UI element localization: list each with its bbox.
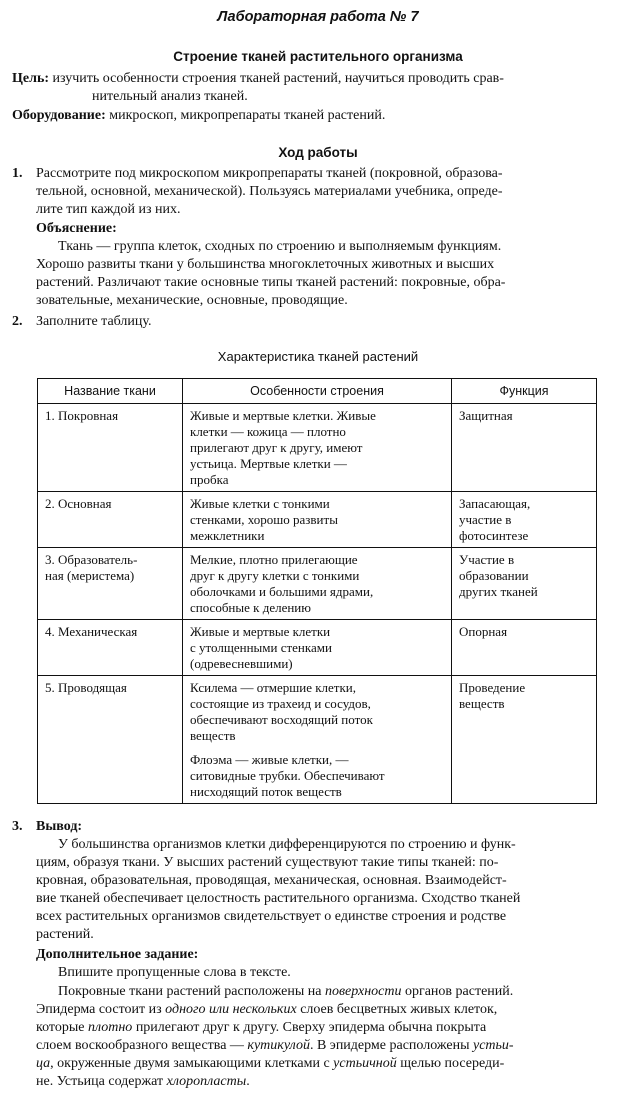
structure-line: стенками, хорошо развиты bbox=[190, 512, 338, 527]
tissue-name: 2. Основная bbox=[38, 492, 183, 548]
structure-line: Мелкие, плотно прилегающие bbox=[190, 552, 358, 567]
tissue-function bbox=[452, 548, 597, 620]
structure-line: устьица. Мертвые клетки — bbox=[190, 456, 347, 471]
extra-line: которые плотно прилегают друг к другу. Сверху эпидерма обычна покрыта bbox=[36, 1020, 487, 1035]
extra-line: Покровные ткани растений расположены на поверхности органов растений. bbox=[58, 984, 514, 999]
structure-line: ситовидные трубки. Обеспечивают bbox=[190, 768, 385, 783]
structure-line: состоящие из трахеид и сосудов, bbox=[190, 696, 371, 711]
structure-line: оболочками и большими ядрами, bbox=[190, 584, 374, 599]
function-line: участие в bbox=[459, 512, 512, 527]
tissue-structure bbox=[183, 620, 452, 676]
goal-paragraph bbox=[12, 70, 594, 88]
step-1-line: Рассмотрите под микроскопом микропрепараты тканей (покровной, образова- bbox=[36, 166, 503, 181]
goal-continuation: нительный анализ тканей. bbox=[92, 89, 248, 104]
step-1-text bbox=[36, 165, 596, 219]
step-1-line: тельной, основной, механической). Пользуясь материалами учебника, опреде- bbox=[36, 184, 503, 199]
extra-line: слоем воскообразного вещества — кутикулой. В эпидерме расположены устьи- bbox=[36, 1038, 514, 1053]
function-line: Защитная bbox=[459, 408, 513, 423]
table-row bbox=[38, 404, 597, 492]
function-line: фотосинтезе bbox=[459, 528, 529, 543]
structure-line: пробка bbox=[190, 472, 229, 487]
tissue-function bbox=[452, 404, 597, 492]
structure-line: веществ bbox=[190, 728, 236, 743]
table-header-function: Функция bbox=[452, 379, 597, 404]
tissue-name: 1. Покровная bbox=[38, 404, 183, 492]
step-2-text: Заполните таблицу. bbox=[36, 314, 152, 329]
function-line: Проведение bbox=[459, 680, 526, 695]
table-row bbox=[38, 492, 597, 548]
conclusion-text bbox=[36, 836, 596, 944]
function-line: Опорная bbox=[459, 624, 508, 639]
explanation-label: Объяснение: bbox=[36, 221, 117, 236]
structure-line: Живые клетки с тонкими bbox=[190, 496, 330, 511]
extra-line: не. Устьица содержат хлоропласты. bbox=[36, 1074, 250, 1089]
tissue-structure bbox=[183, 404, 452, 492]
table-row bbox=[38, 548, 597, 620]
equipment-text: микроскоп, микропрепараты тканей растений. bbox=[105, 108, 386, 123]
tissue-name: 4. Механическая bbox=[38, 620, 183, 676]
structure-line: нисходящий поток веществ bbox=[190, 784, 342, 799]
conclusion-line: циям, образуя ткани. У высших растений существуют такие типы тканей: по- bbox=[36, 855, 499, 870]
extra-task-text bbox=[36, 983, 596, 1091]
step-2-number: 2. bbox=[12, 314, 23, 329]
tissue-function bbox=[452, 676, 597, 804]
tissue-name: 5. Проводящая bbox=[38, 676, 183, 804]
structure-line: Живые и мертвые клетки. Живые bbox=[190, 408, 376, 423]
topic-title: Строение тканей растительного организма bbox=[173, 49, 463, 64]
table-header-structure: Особенности строения bbox=[183, 379, 452, 404]
function-line: веществ bbox=[459, 696, 505, 711]
explanation-line: Хорошо развиты ткани у большинства многоклеточных животных и высших bbox=[36, 257, 495, 272]
structure-line: Живые и мертвые клетки bbox=[190, 624, 331, 639]
structure-line: способные к делению bbox=[190, 600, 311, 615]
table-caption: Характеристика тканей растений bbox=[217, 349, 419, 364]
conclusion-line: У большинства организмов клетки дифференцируются по строению и функ- bbox=[58, 837, 516, 852]
tissue-name: 3. Образователь- ная (меристема) bbox=[38, 548, 183, 620]
equipment-label: Оборудование: bbox=[12, 108, 106, 123]
goal-text-1: изучить особенности строения тканей растений, научиться проводить срав- bbox=[49, 71, 504, 86]
structure-line: обеспечивают восходящий поток bbox=[190, 712, 373, 727]
table-header-name: Название ткани bbox=[38, 379, 183, 404]
conclusion-line: растений. bbox=[36, 927, 94, 942]
explanation-line: растений. Различают такие основные типы тканей растений: покровные, обра- bbox=[36, 275, 506, 290]
table-row bbox=[38, 620, 597, 676]
step-3-number: 3. bbox=[12, 819, 23, 834]
table-header-row bbox=[38, 379, 597, 404]
step-1-line: лите тип каждой из них. bbox=[36, 202, 181, 217]
structure-line: с утолщенными стенками bbox=[190, 640, 332, 655]
extra-task-label: Дополнительное задание: bbox=[36, 947, 199, 962]
extra-task-instruction: Впишите пропущенные слова в тексте. bbox=[58, 965, 291, 980]
step-1-number: 1. bbox=[12, 166, 23, 181]
table-row bbox=[38, 676, 597, 804]
explanation-line: Ткань — группа клеток, сходных по строению и выполняемым функциям. bbox=[58, 239, 502, 254]
structure-line: межклетники bbox=[190, 528, 265, 543]
structure-line: (одревесневшими) bbox=[190, 656, 293, 671]
function-line: других тканей bbox=[459, 584, 538, 599]
conclusion-line: кровная, образовательная, проводящая, механическая, основная. Взаимодейст- bbox=[36, 873, 507, 888]
function-line: Участие в bbox=[459, 552, 515, 567]
structure-line: прилегают друг к другу, имеют bbox=[190, 440, 363, 455]
tissue-structure bbox=[183, 492, 452, 548]
extra-line: Эпидерма состоит из одного или нескольких слоев бесцветных живых клеток, bbox=[36, 1002, 498, 1017]
conclusion-line: вие тканей обеспечивает целостность растительного организма. Сходство тканей bbox=[36, 891, 521, 906]
conclusion-label: Вывод: bbox=[36, 819, 83, 834]
tissue-function bbox=[452, 620, 597, 676]
tissue-function bbox=[452, 492, 597, 548]
explanation-line: зовательные, механические, основные, проводящие. bbox=[36, 293, 348, 308]
conclusion-line: всех растительных организмов свидетельствует о единстве строения и родстве bbox=[36, 909, 507, 924]
structure-line: Ксилема — отмершие клетки, bbox=[190, 680, 357, 695]
structure-line: клетки — кожица — плотно bbox=[190, 424, 346, 439]
lab-title: Лабораторная работа № 7 bbox=[217, 9, 419, 25]
tissues-table bbox=[37, 378, 597, 804]
progress-heading: Ход работы bbox=[278, 145, 358, 160]
structure-line: друг к другу клетки с тонкими bbox=[190, 568, 360, 583]
explanation-text bbox=[36, 238, 596, 310]
function-line: Запасающая, bbox=[459, 496, 531, 511]
goal-label: Цель: bbox=[12, 71, 50, 86]
extra-line: ца, окруженные двумя замыкающими клетками с устьичной щелью посереди- bbox=[36, 1056, 505, 1071]
tissue-structure bbox=[183, 676, 452, 804]
function-line: образовании bbox=[459, 568, 529, 583]
equipment-paragraph bbox=[12, 107, 594, 125]
structure-line: Флоэма — живые клетки, — bbox=[190, 752, 349, 767]
tissue-structure bbox=[183, 548, 452, 620]
